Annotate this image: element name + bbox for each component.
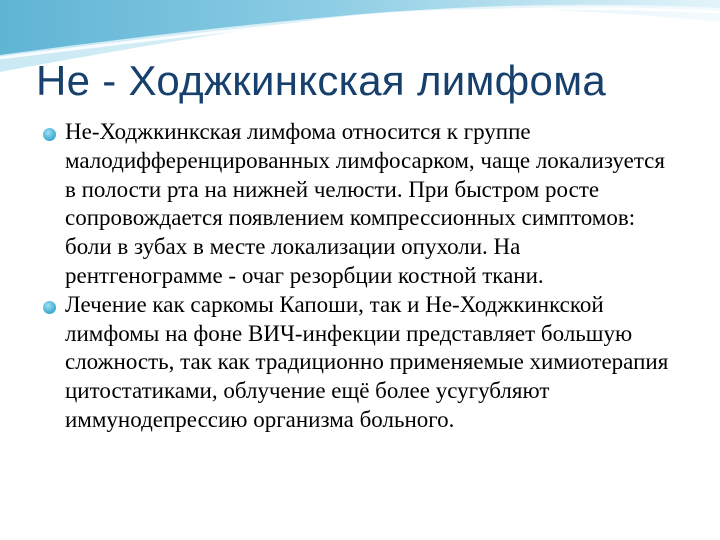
slide-title: Не - Ходжкинкская лимфома (36, 57, 607, 104)
bullet-text: Лечение как саркомы Капоши, так и Не-Ходжкинкской лимфомы на фоне ВИЧ-инфекции представляет большую сложность, так как традиционно применяемые химиотерапия цитостатиками, облучение ещё более усугубляют иммунодепрессию организма больного. (65, 291, 669, 432)
bullet-list (40, 118, 680, 435)
bullet-circle-icon (43, 128, 56, 141)
bullet-text: Не-Ходжкинкская лимфома относится к группе малодифференцированных лимфосарком, чаще локализуется в полости рта на нижней челюсти. При быстром росте сопровождается появлением компрессионных симптомов: боли в зубах в месте локализации опухоли. На рентгенограмме - очаг резорбции костной ткани. (65, 119, 665, 288)
bullet-item (40, 291, 680, 435)
bullet-circle-icon (43, 301, 56, 314)
bullet-item (40, 118, 680, 291)
